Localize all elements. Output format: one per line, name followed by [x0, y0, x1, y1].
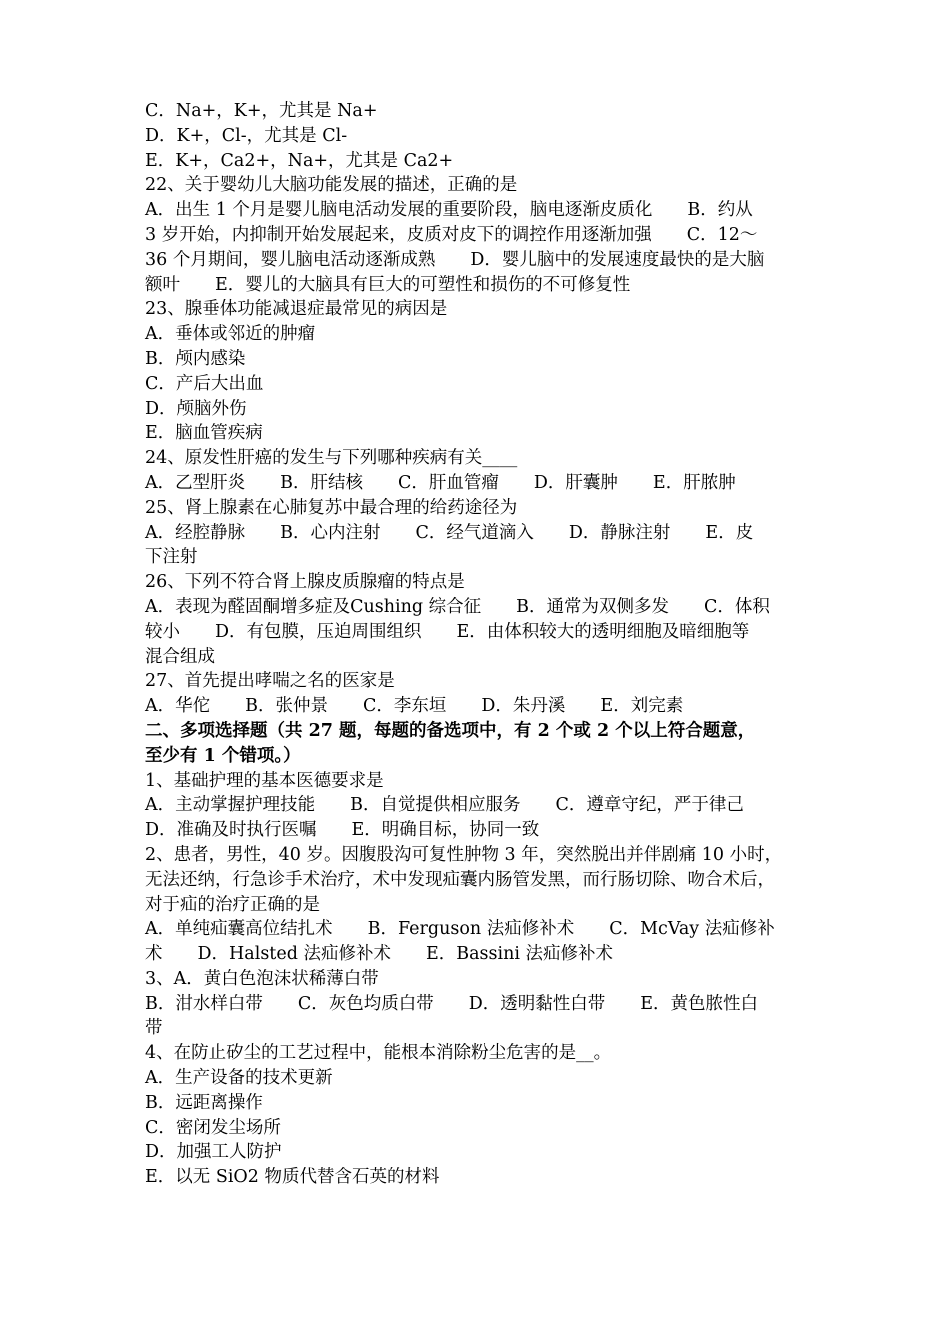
text-line: A．生产设备的技术更新: [145, 1068, 333, 1089]
text-line: 额叶 E．婴儿的大脑具有巨大的可塑性和损伤的不可修复性: [145, 274, 631, 295]
section-heading: 二、多项选择题（共 27 题，每题的备选项中，有 2 个或 2 个以上符合题意，: [145, 720, 756, 741]
text-line: A．乙型肝炎 B．肝结核 C．肝血管瘤 D．肝囊肿 E．肝脓肿: [145, 472, 736, 493]
document-text: [145, 99, 810, 1190]
text-line: 术 D．Halsted 法疝修补术 E．Bassini 法疝修补术: [145, 944, 614, 965]
text-line: A．主动掌握护理技能 B．自觉提供相应服务 C．遵章守纪，严于律己: [145, 795, 744, 816]
question-22: 22、关于婴幼儿大脑功能发展的描述，正确的是: [145, 175, 518, 196]
text-line: A．出生 1 个月是婴儿脑电活动发展的重要阶段，脑电逐渐皮质化 B．约从: [145, 200, 753, 221]
question-m4: 4、在防止矽尘的工艺过程中，能根本消除粉尘危害的是__。: [145, 1043, 612, 1064]
question-26: 26、下列不符合肾上腺皮质腺瘤的特点是: [145, 572, 465, 593]
text-line: 36 个月期间，婴儿脑电活动逐渐成熟 D．婴儿脑中的发展速度最快的是大脑: [145, 249, 765, 270]
text-line: B．颅内感染: [145, 348, 246, 369]
text-line: 对于疝的治疗正确的是: [145, 894, 320, 915]
text-line: E．以无 SiO2 物质代替含石英的材料: [145, 1167, 440, 1188]
section-heading-cont: 至少有 1 个错项。）: [145, 745, 301, 766]
text-line: C．密闭发尘场所: [145, 1117, 281, 1138]
question-m2: 2、患者，男性，40 岁。因腹股沟可复性肿物 3 年，突然脱出并伴剧痛 10 小时，: [145, 844, 783, 865]
text-line: B．远距离操作: [145, 1092, 263, 1113]
question-m1: 1、基础护理的基本医德要求是: [145, 770, 384, 791]
question-23: 23、腺垂体功能减退症最常见的病因是: [145, 299, 448, 320]
text-line: A．单纯疝囊高位结扎术 B．Ferguson 法疝修补术 C．McVay 法疝修补: [145, 919, 775, 940]
text-line: D．加强工人防护: [145, 1142, 282, 1163]
question-25: 25、肾上腺素在心肺复苏中最合理的给药途径为: [145, 497, 518, 518]
text-line: 无法还纳，行急诊手术治疗，术中发现疝囊内肠管发黑，而行肠切除、吻合术后，: [145, 869, 775, 890]
text-line: A．华佗 B．张仲景 C．李东垣 D．朱丹溪 E．刘完素: [145, 696, 684, 717]
text-line: A．表现为醛固酮增多症及Cushing 综合征 B．通常为双侧多发 C．体积: [145, 596, 770, 617]
text-line: D．准确及时执行医嘱 E．明确目标，协同一致: [145, 820, 540, 841]
text-line: 较小 D．有包膜，压迫周围组织 E．由体积较大的透明细胞及暗细胞等: [145, 621, 750, 642]
question-m3: 3、A．黄白色泡沫状稀薄白带: [145, 968, 379, 989]
text-line: 带: [145, 1018, 163, 1039]
question-27: 27、首先提出哮喘之名的医家是: [145, 671, 395, 692]
text-line: 下注射: [145, 547, 198, 568]
text-line: D．K+，Cl-，尤其是 Cl-: [145, 125, 348, 146]
text-line: C．Na+，K+，尤其是 Na+: [145, 101, 378, 121]
text-line: E．脑血管疾病: [145, 423, 263, 444]
text-line: C．产后大出血: [145, 373, 264, 394]
text-line: A．经腔静脉 B．心内注射 C．经气道滴入 D．静脉注射 E．皮: [145, 522, 754, 543]
text-line: 混合组成: [145, 646, 215, 667]
text-line: E．K+，Ca2+，Na+，尤其是 Ca2+: [145, 150, 454, 171]
text-line: 3 岁开始，内抑制开始发展起来，皮质对皮下的调控作用逐渐加强 C．12～: [145, 224, 758, 245]
text-line: A．垂体或邻近的肿瘤: [145, 324, 316, 345]
text-line: B．泔水样白带 C．灰色均质白带 D．透明黏性白带 E．黄色脓性白: [145, 993, 759, 1014]
text-line: D．颅脑外伤: [145, 398, 247, 419]
question-24: 24、原发性肝癌的发生与下列哪种疾病有关____: [145, 448, 518, 469]
